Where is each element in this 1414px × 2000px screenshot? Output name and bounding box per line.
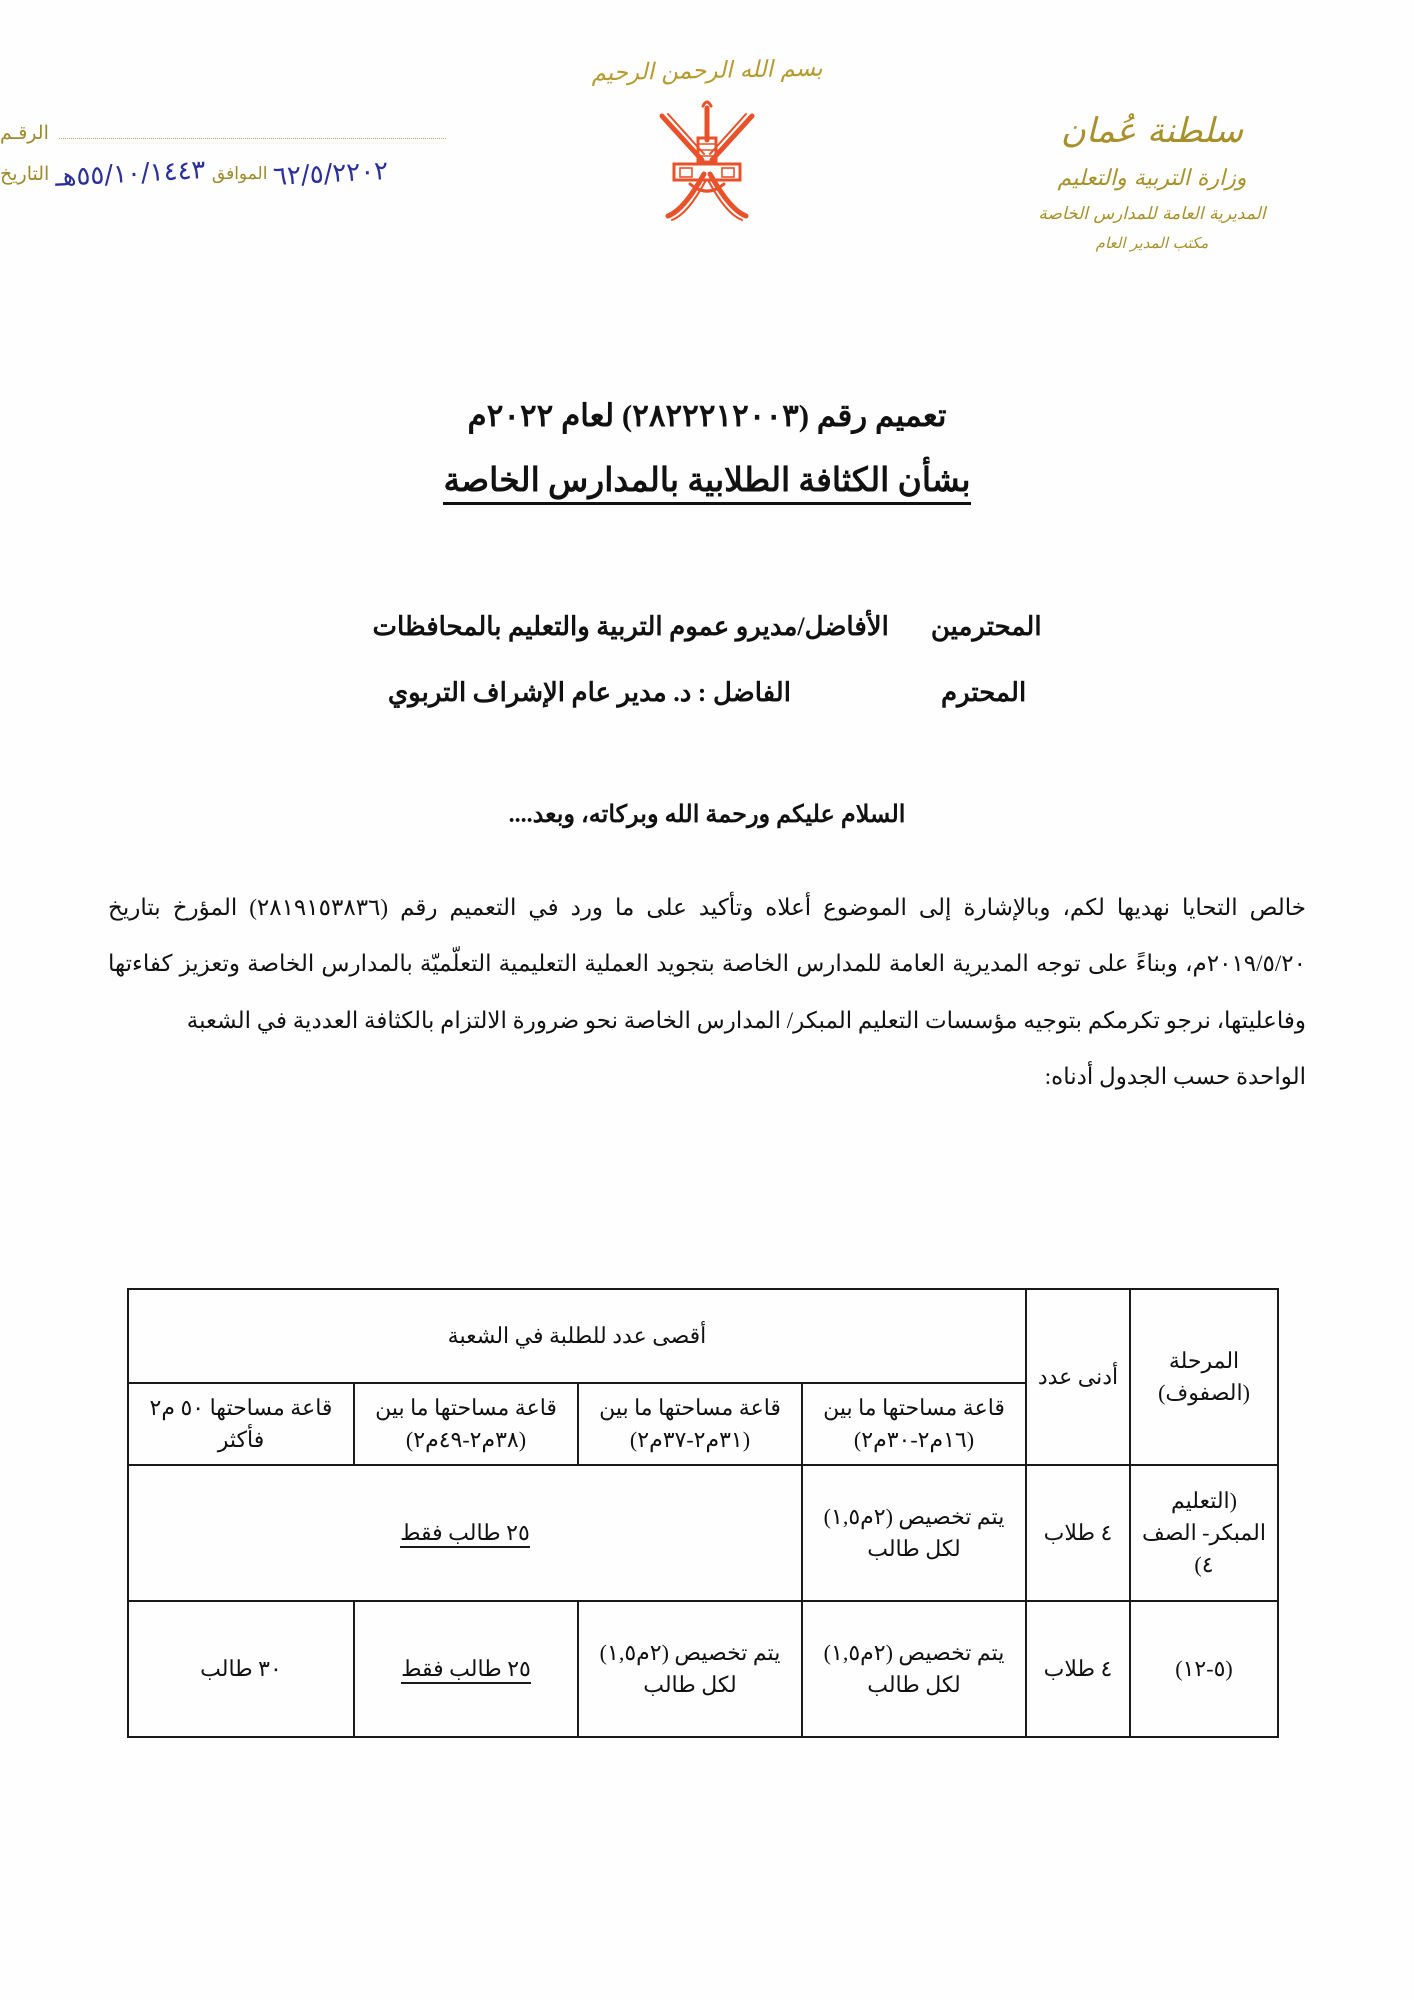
reference-number-row: [0, 122, 470, 145]
table-header-min-count: أدنى عدد: [1026, 1289, 1130, 1465]
table-header-area-16-30: قاعة مساحتها ما بين (١٦م٢-٣٠م٢): [802, 1383, 1026, 1465]
letterhead-line-directorate: المديرية العامة للمدارس الخاصة: [1038, 203, 1266, 224]
circular-subject-text: بشأن الكثافة الطلابية بالمدارس الخاصة: [443, 463, 970, 505]
table-header-stage: المرحلة (الصفوف): [1130, 1289, 1278, 1465]
reference-date-value-handwritten: ٥٥/١٠/١٤٤٣هـ: [54, 155, 207, 193]
row2-area-31-37: يتم تخصيص (٢م١,٥) لكل طالب: [578, 1601, 802, 1737]
table-header-area-50-plus: قاعة مساحتها ٥٠ م٢ فأكثر: [128, 1383, 354, 1465]
row1-stage: (التعليم المبكر- الصف ٤): [1130, 1465, 1278, 1601]
addressee-honorific-2: المحترم: [940, 678, 1027, 707]
body-text: [108, 880, 1306, 1105]
table-header-row-top: [128, 1289, 1278, 1383]
body-paragraph-1-tail: الواحدة حسب الجدول أدناه:: [1044, 1064, 1306, 1090]
reference-number-label: الرقـم: [0, 123, 49, 144]
addressee-row-2: [0, 678, 1414, 708]
row2-area-38-49: [354, 1601, 578, 1737]
table-row: [128, 1601, 1278, 1737]
circular-number-title: تعميم رقم (٢٨٢٢٢١٢٠٠٣) لعام ٢٠٢٢م: [467, 398, 947, 433]
reference-number-dotted-line: [59, 137, 446, 139]
reference-date-row: [0, 155, 470, 193]
addressee-honorific-1: المحترمين: [930, 612, 1042, 641]
table-header-group-max-students: أقصى عدد للطلبة في الشعبة: [128, 1289, 1026, 1383]
circular-subject-title: [0, 460, 1414, 500]
greeting-line: السلام عليكم ورحمة الله وبركاته، وبعد....: [508, 802, 906, 828]
row1-merged-max-text: ٢٥ طالب فقط: [400, 1520, 530, 1548]
row2-stage: (٥-١٢): [1130, 1601, 1278, 1737]
row1-merged-max: [128, 1465, 802, 1601]
row1-area-16-30: يتم تخصيص (٢م١,٥) لكل طالب: [802, 1465, 1026, 1601]
letterhead-line-ministry: وزارة التربية والتعليم: [1057, 165, 1247, 191]
reference-block: [0, 122, 470, 193]
table-row: [128, 1465, 1278, 1601]
letterhead: [952, 105, 1352, 255]
table-header-area-31-37: قاعة مساحتها ما بين (٣١م٢-٣٧م٢): [578, 1383, 802, 1465]
body-paragraph-1: خالص التحايا نهديها لكم، وبالإشارة إلى الموضوع أعلاه وتأكيد على ما ورد في التعميم رقم (٢٨١٩١٥٣٨٣٦) المؤرخ بتاريخ ٢٠١٩/٥/٢٠م، وبناءً على توجه المديرية العامة للمدارس الخاصة بتجويد العملية التعليمية التعلّميّة بالمدارس الخاصة وتعزيز كفاءتها وفاعليتها، نرجو تكرمكم بتوجيه مؤسسات التعليم المبكر/ المدارس الخاصة نحو ضرورة الالتزام بالكثافة العددية في الشعبة: [108, 895, 1306, 1033]
letterhead-line-office: مكتب المدير العام: [1095, 234, 1209, 253]
basmala-text: بسم الله الرحمن الرحيم: [591, 55, 823, 87]
row2-area-38-49-text: ٢٥ طالب فقط: [401, 1656, 531, 1684]
row2-area-16-30: يتم تخصيص (٢م١,٥) لكل طالب: [802, 1601, 1026, 1737]
letterhead-line-country: سلطنة عُمان: [1060, 111, 1244, 151]
row2-area-50-plus: ٣٠ طالب: [128, 1601, 354, 1737]
reference-date-label: التاريخ: [0, 163, 50, 185]
reference-muwafiq-value-handwritten: ٦٢/٥/٢٢٠٢: [272, 156, 390, 192]
reference-muwafiq-label: الموافق: [211, 164, 268, 183]
addressee-row-1: [0, 612, 1414, 642]
row1-min-count: ٤ طلاب: [1026, 1465, 1130, 1601]
addressee-name-1: الأفاضل/مديرو عموم التربية والتعليم بالمحافظات: [372, 612, 889, 641]
addressee-name-2: الفاضل : د. مدير عام الإشراف التربوي: [387, 678, 791, 707]
student-density-table: [127, 1288, 1279, 1738]
row2-min-count: ٤ طلاب: [1026, 1601, 1130, 1737]
oman-national-emblem-icon: [632, 88, 782, 248]
table-header-area-38-49: قاعة مساحتها ما بين (٣٨م٢-٤٩م٢): [354, 1383, 578, 1465]
